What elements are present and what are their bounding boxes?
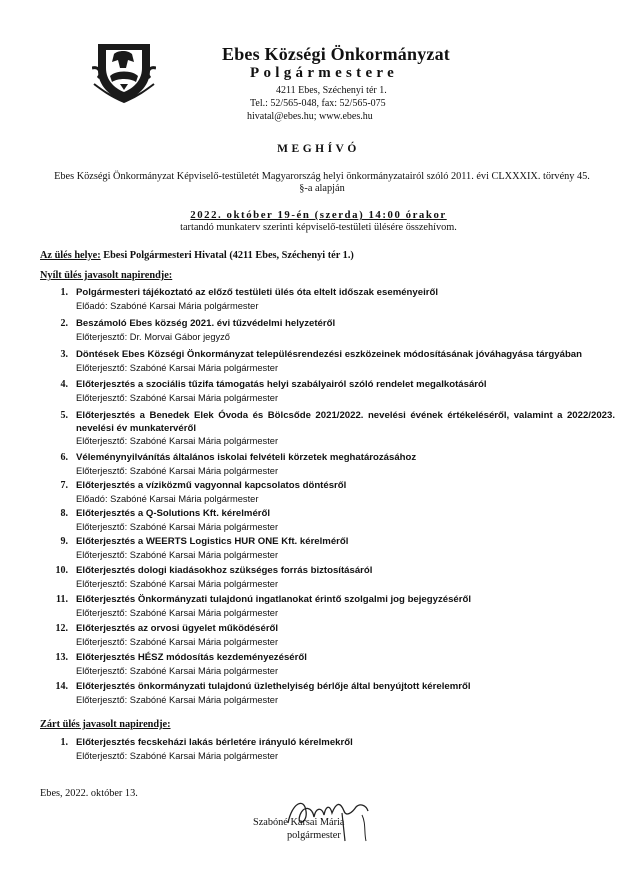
agenda-item-presenter: Előterjesztő: Szabóné Karsai Mária polgármester xyxy=(76,521,279,532)
agenda-item-title: Előterjesztés a víziközmű vagyonnal kapcsolatos döntésről xyxy=(76,480,347,491)
agenda-item-number: 12. xyxy=(55,623,68,634)
agenda-item-title: Előterjesztés fecskeházi lakás bérletére irányuló kérelmekről xyxy=(76,737,353,748)
agenda-item-title: Előterjesztés az orvosi ügyelet működéséről xyxy=(76,623,279,634)
agenda-item-number: 9. xyxy=(60,536,68,547)
agenda-item xyxy=(40,681,615,706)
agenda-item xyxy=(40,452,615,477)
intro-text: Ebes Községi Önkormányzat Képviselő-testületét Magyarország helyi önkormányzatairól szóló 2011. évi CLXXXIX. törvény 45. §-a alapján xyxy=(54,171,590,194)
agenda-item-presenter: Előterjesztő: Szabóné Karsai Mária polgármester xyxy=(76,578,279,589)
agenda-item-number: 5. xyxy=(60,410,68,421)
agenda-item xyxy=(40,349,615,374)
agenda-item-title: Polgármesteri tájékoztató az előző testületi ülés óta eltelt időszak eseményeiről xyxy=(76,287,439,298)
agenda-item-title: Előterjesztés önkormányzati tulajdonú üzlethelyiség bérlője által benyújtott kérelemről xyxy=(76,681,471,692)
agenda-item-presenter: Előterjesztő: Szabóné Karsai Mária polgármester xyxy=(76,607,279,618)
agenda-item-title: Véleménynyilvánítás általános iskolai felvételi körzetek meghatározásához xyxy=(76,452,417,463)
agenda-item-title: Beszámoló Ebes község 2021. évi tűzvédelmi helyzetéről xyxy=(76,318,336,329)
agenda-item-presenter: Előterjesztő: Szabóné Karsai Mária polgármester xyxy=(76,549,279,560)
signer-name: Szabóné Karsai Mária xyxy=(253,817,345,828)
agenda-item xyxy=(40,594,615,619)
agenda-item xyxy=(40,287,615,312)
coat-of-arms-icon xyxy=(92,40,156,104)
place-date: Ebes, 2022. október 13. xyxy=(40,788,138,799)
agenda-item-title: Előterjesztés HÉSZ módosítás kezdeményezéséről xyxy=(76,652,307,663)
agenda-item-number: 13. xyxy=(55,652,68,663)
agenda-item-number: 2. xyxy=(60,318,68,329)
agenda-item-number: 10. xyxy=(55,565,68,576)
meeting-date: 2022. október 19-én (szerda) 14:00 órakor xyxy=(190,209,447,221)
venue-label: Az ülés helye: xyxy=(40,250,101,261)
agenda-item-presenter: Előterjesztő: Szabóné Karsai Mária polgármester xyxy=(76,665,279,676)
open-session-heading: Nyílt ülés javasolt napirendje: xyxy=(40,270,173,281)
agenda-item-number: 6. xyxy=(60,452,68,463)
agenda-item xyxy=(40,318,615,343)
venue-value: Ebesi Polgármesteri Hivatal (4211 Ebes, Széchenyi tér 1.) xyxy=(103,250,354,261)
signer-role: polgármester xyxy=(287,830,341,841)
agenda-item-number: 4. xyxy=(60,379,68,390)
agenda-item-presenter: Előadó: Szabóné Karsai Mária polgármester xyxy=(76,300,259,311)
agenda-item-title: Előterjesztés dologi kiadásokhoz szükséges forrás biztosításáról xyxy=(76,565,373,576)
agenda-item-presenter: Előterjesztő: Szabóné Karsai Mária polgármester xyxy=(76,362,279,373)
agenda-item-presenter: Előterjesztő: Szabóné Karsai Mária polgármester xyxy=(76,436,279,446)
agenda-item xyxy=(40,379,615,404)
agenda-item-number: 8. xyxy=(60,508,68,519)
agenda-item-number: 7. xyxy=(60,480,68,491)
agenda-item-title: Előterjesztés a Benedek Elek Óvoda és Bölcsőde 2021/2022. nevelési évének értékeléséről, valamint a 2022/2023. nevelési év munkatervéről xyxy=(76,410,615,434)
agenda-item-title: Előterjesztés a szociális tűzifa támogatás helyi szabályairól szóló rendelet megalkotásáról xyxy=(76,379,487,390)
agenda-item-presenter: Előadó: Szabóné Karsai Mária polgármester xyxy=(76,493,259,504)
agenda-item-presenter: Előterjesztő: Szabóné Karsai Mária polgármester xyxy=(76,636,279,647)
agenda-item-presenter: Előterjesztő: Szabóné Karsai Mária polgármester xyxy=(76,392,279,403)
agenda-item xyxy=(40,623,615,648)
agenda-item-title: Előterjesztés Önkormányzati tulajdonú ingatlanokat érintő szolgalmi jog bejegyzéséről xyxy=(76,594,472,605)
venue xyxy=(40,250,354,261)
agenda-item-number: 1. xyxy=(60,737,68,748)
agenda-item-presenter: Előterjesztő: Szabóné Karsai Mária polgármester xyxy=(76,694,279,705)
document-title: MEGHÍVÓ xyxy=(277,143,360,155)
agenda-item xyxy=(40,508,615,533)
agenda-item-number: 14. xyxy=(55,681,68,692)
agenda-item-title: Előterjesztés a Q-Solutions Kft. kérelméről xyxy=(76,508,271,519)
agenda-item xyxy=(40,410,615,448)
agenda-item-presenter: Előterjesztő: Szabóné Karsai Mária polgármester xyxy=(76,750,279,761)
agenda-item-presenter: Előterjesztő: Szabóné Karsai Mária polgármester xyxy=(76,465,279,476)
address: 4211 Ebes, Széchenyi tér 1. xyxy=(276,85,387,96)
agenda-item-title: Előterjesztés a WEERTS Logistics HUR ONE Kft. kérelméről xyxy=(76,536,349,547)
agenda-item-number: 1. xyxy=(60,287,68,298)
agenda-item xyxy=(40,565,615,590)
closed-session-heading: Zárt ülés javasolt napirendje: xyxy=(40,719,171,730)
agenda-item xyxy=(40,652,615,677)
agenda-item-number: 11. xyxy=(56,594,68,605)
agenda-item xyxy=(40,536,615,561)
organization-name: Ebes Községi Önkormányzat xyxy=(222,44,450,64)
agenda-item xyxy=(40,480,615,505)
agenda-item-title: Döntések Ebes Községi Önkormányzat településrendezési eszközeinek módosításának jóváhagyása tárgyában xyxy=(76,349,582,360)
email-web: hivatal@ebes.hu; www.ebes.hu xyxy=(247,111,373,122)
phone-fax: Tel.: 52/565-048, fax: 52/565-075 xyxy=(250,98,386,109)
agenda-item-presenter: Előterjesztő: Dr. Morvai Gábor jegyző xyxy=(76,331,230,342)
agenda-item-number: 3. xyxy=(60,349,68,360)
mayor-office: Polgármestere xyxy=(250,65,399,81)
meeting-subtitle: tartandó munkaterv szerinti képviselő-testületi ülésére összehívom. xyxy=(180,222,457,233)
agenda-item xyxy=(40,737,615,762)
